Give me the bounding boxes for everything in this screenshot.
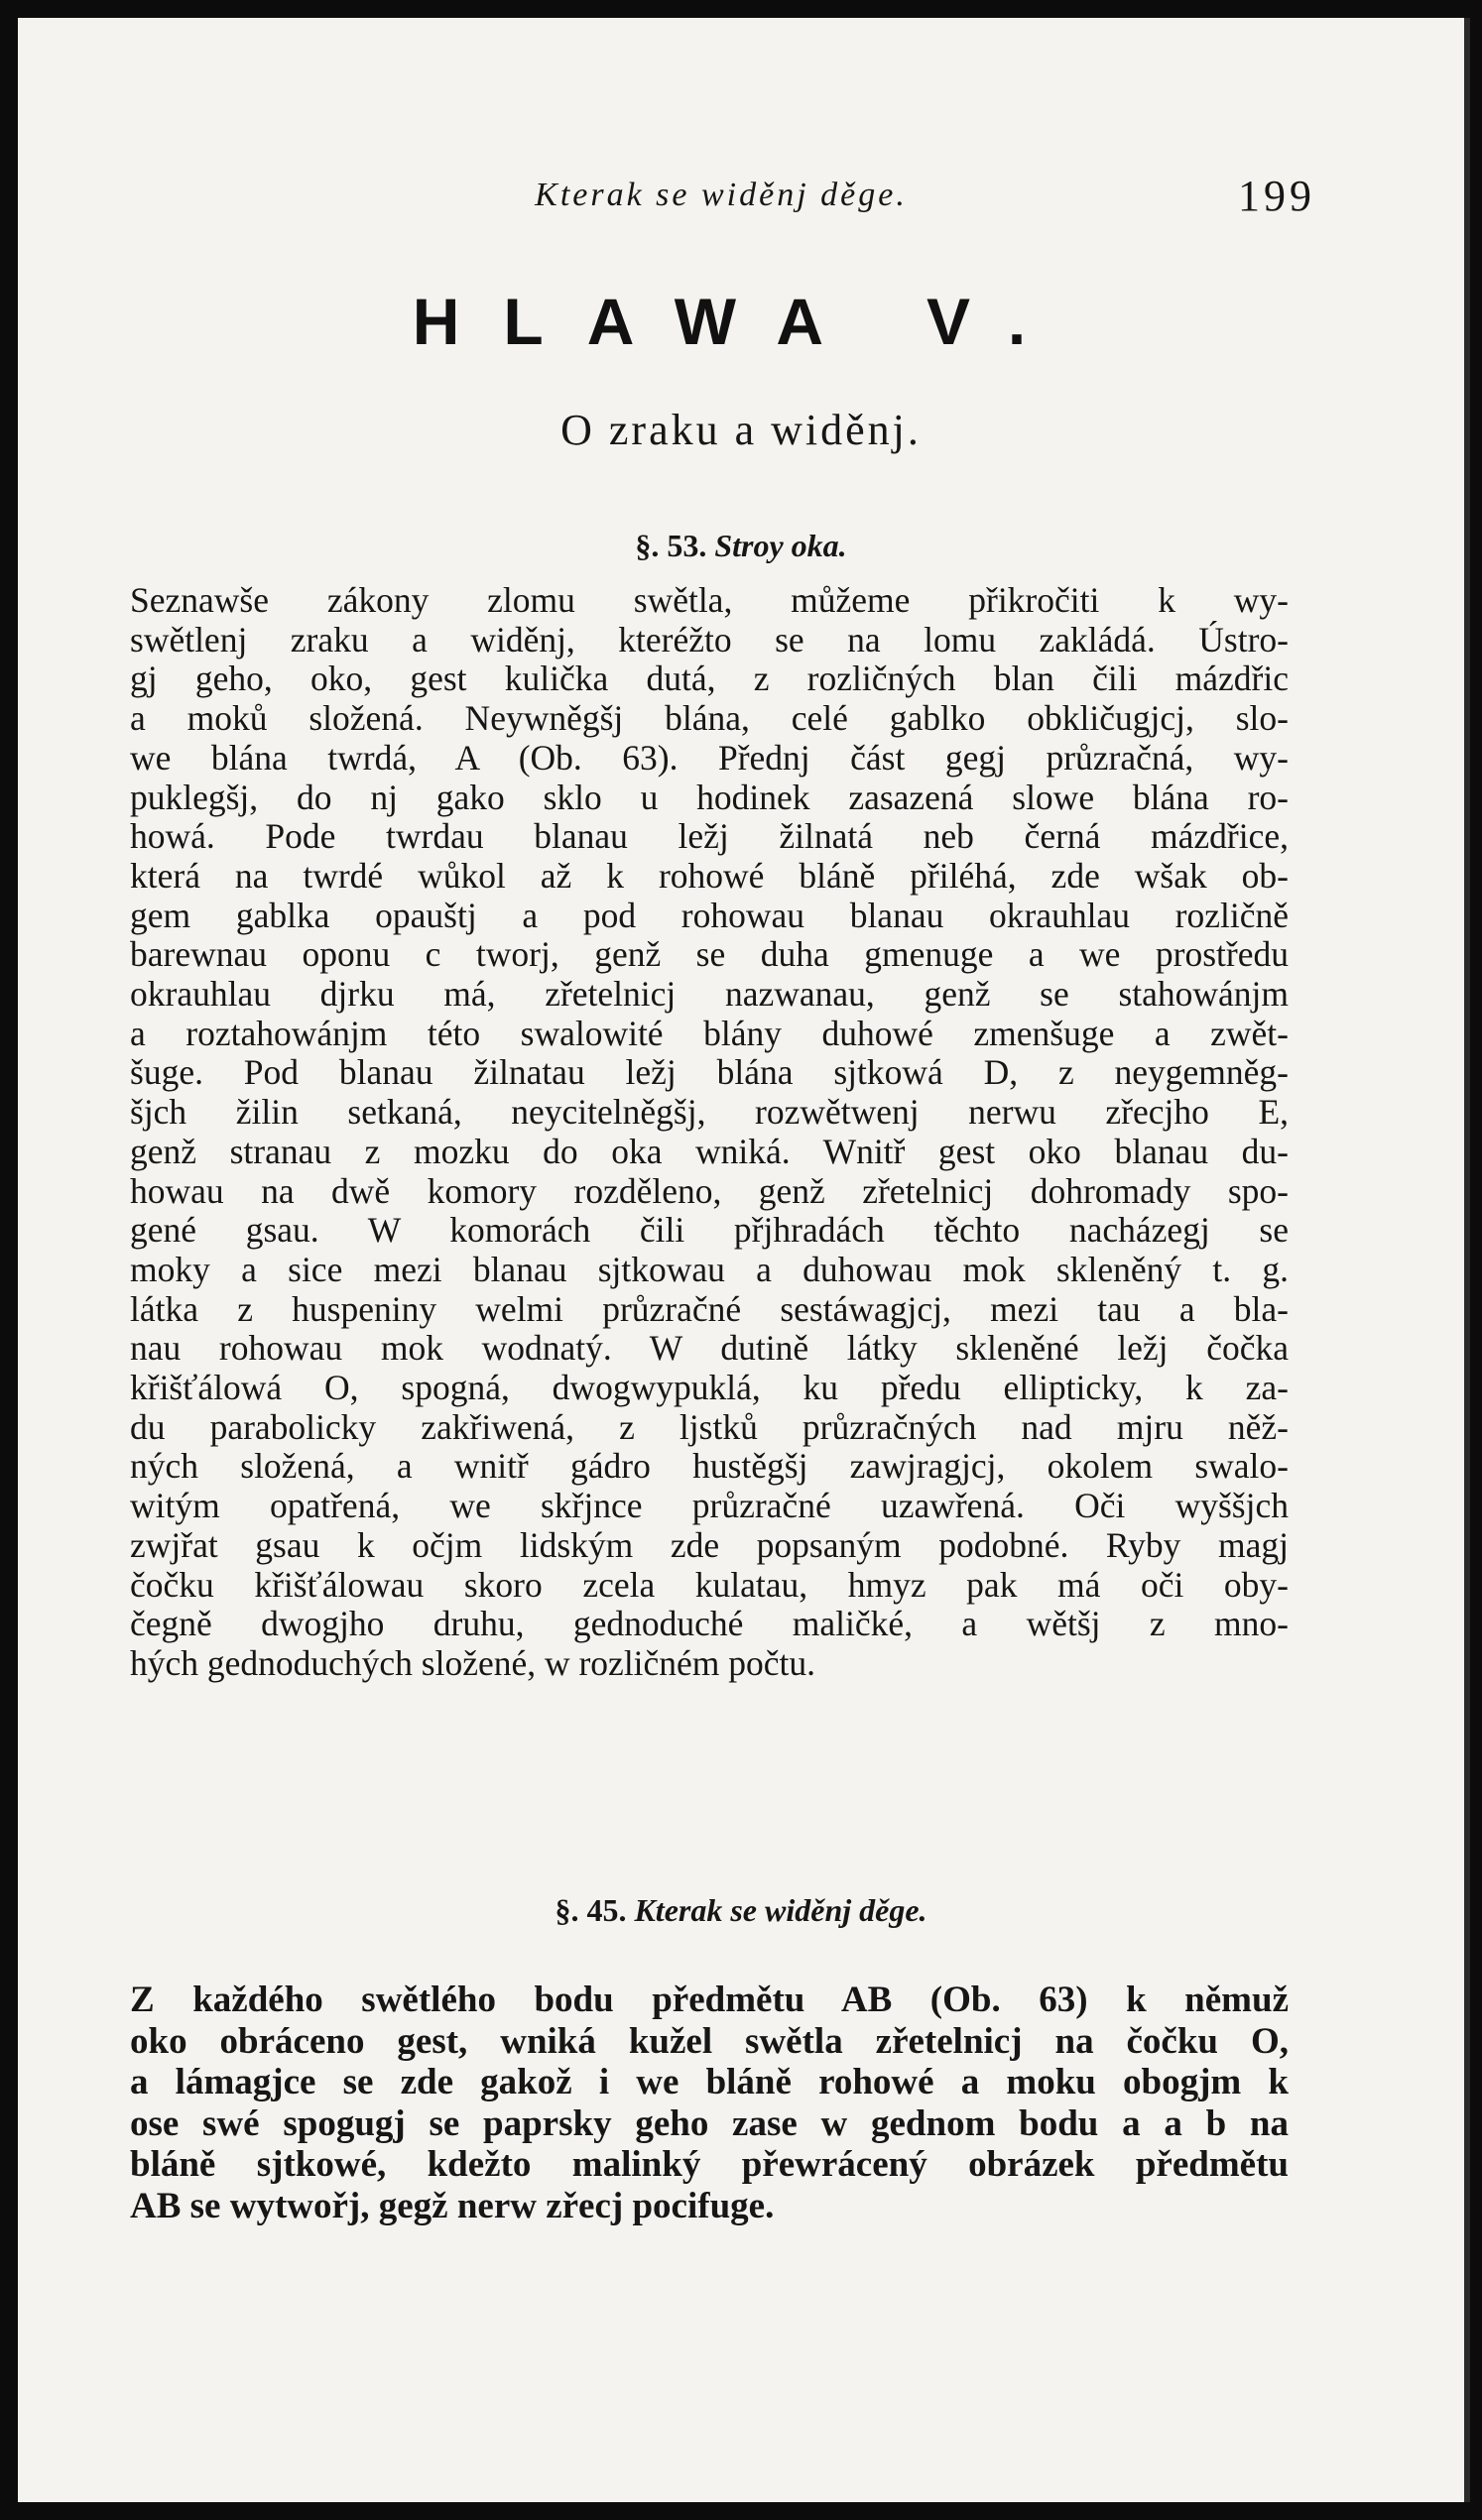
section-title: Stroy oka. [714, 528, 847, 563]
text-line: swětlenj zraku a widěnj, kteréžto se na lomu zakládá. Ústro- [130, 619, 1289, 660]
text-line: hých gednoduchých složené, w rozličném počtu. [130, 1642, 816, 1683]
text-line: okrauhlau djrku má, zřetelnicj nazwanau, genž se stahowánjm [130, 974, 1289, 1015]
text-line: nau rohowau mok wodnatý. W dutině látky skleněné ležj čočka [130, 1328, 1289, 1369]
text-line: ose swé spogugj se paprsky geho zase w gednom bodu a a b na [130, 2102, 1289, 2144]
section-45-body [130, 1980, 1289, 2226]
page-number: 199 [1238, 172, 1315, 220]
text-line: látka z huspeniny welmi průzračné sestáwagjcj, mezi tau a bla- [130, 1288, 1289, 1329]
section-53-body [130, 581, 1289, 1684]
text-line: we blána twrdá, A (Ob. 63). Přednj část gegj průzračná, wy- [130, 737, 1289, 778]
text-line: bláně sjtkowé, kdežto malinký přewrácený obrázek předmětu [130, 2144, 1289, 2185]
section-title: Kterak se widěnj děge. [634, 1892, 927, 1928]
text-line: gj geho, oko, gest kulička dutá, z rozličných blan čili mázdřic [130, 659, 1289, 699]
text-line: Seznawše zákony zlomu swětla, můžeme přikročiti k wy- [130, 580, 1289, 620]
text-line: genž stranau z mozku do oka wniká. Wnitř gest oko blanau du- [130, 1131, 1289, 1171]
text-line: šuge. Pod blanau žilnatau ležj blána sjtkowá D, z neygemněg- [130, 1052, 1289, 1093]
text-line: čegně dwogjho druhu, gednoduché maličké, a wětšj z mno- [130, 1604, 1289, 1644]
text-line: gem gablka opauštj a pod rohowau blanau okrauhlau rozličně [130, 895, 1289, 935]
text-line: a roztahowánjm této swalowité blány duhowé zmenšuge a zwět- [130, 1013, 1289, 1053]
text-line: du parabolicky zakřiwená, z ljstků průzračných nad mjru něž- [130, 1406, 1289, 1447]
section-heading-53 [18, 528, 1464, 564]
text-line: barewnau oponu c tworj, genž se duha gmenuge a we prostředu [130, 934, 1289, 975]
text-line: která na twrdé wůkol až k rohowé bláně přiléhá, zde wšak ob- [130, 855, 1289, 896]
section-number: §. 53. [635, 528, 707, 563]
text-line: puklegšj, do nj gako sklo u hodinek zasazená slowe blána ro- [130, 777, 1289, 817]
text-line: křišťálowá O, spogná, dwogwypuklá, ku předu ellipticky, k za- [130, 1368, 1289, 1408]
text-line: zwjřat gsau k očjm lidským zde popsaným podobné. Ryby magj [130, 1524, 1289, 1565]
running-head [147, 167, 1315, 226]
running-head-title: Kterak se widěnj děge. [535, 177, 908, 213]
chapter-heading: HLAWA V. [412, 285, 1070, 358]
text-line: howau na dwě komory rozděleno, genž zřetelnicj dohromady spo- [130, 1170, 1289, 1211]
text-line: moky a sice mezi blanau sjtkowau a duhowau mok skleněný t. g. [130, 1249, 1289, 1289]
text-line: ných složená, a wnitř gádro hustěgšj zawjragjcj, okolem swalo- [130, 1446, 1289, 1487]
text-line: čočku křišťálowau skoro zcela kulatau, hmyz pak má oči oby- [130, 1564, 1289, 1605]
text-line: šjch žilin setkaná, neycitelněgšj, rozwětwenj nerwu zřecjho E, [130, 1092, 1289, 1133]
chapter-subtitle: O zraku a widěnj. [560, 406, 922, 454]
section-number: §. 45. [555, 1892, 627, 1928]
text-line: oko obráceno gest, wniká kužel swětla zřetelnicj na čočku O, [130, 2020, 1289, 2062]
text-line: Z každého swětlého bodu předmětu AB (Ob. 63) k němuž [130, 1980, 1289, 2020]
text-line: a lámagjce se zde gakož i we bláně rohowé a moku obogjm k [130, 2062, 1289, 2102]
text-line: a moků složená. Neywněgšj blána, celé gablko obkličugjcj, slo- [130, 698, 1289, 739]
book-page [18, 18, 1470, 2502]
text-line: howá. Pode twrdau blanau ležj žilnatá neb černá mázdřice, [130, 816, 1289, 857]
text-line: AB se wytwořj, gegž nerw zřecj pocifuge. [130, 2185, 775, 2226]
text-line: gené gsau. W komorách čili přjhradách těchto nacházegj se [130, 1210, 1289, 1251]
text-line: witým opatřená, we skřjnce průzračné uzawřená. Oči wyššjch [130, 1486, 1289, 1526]
section-heading-45 [18, 1892, 1464, 1929]
